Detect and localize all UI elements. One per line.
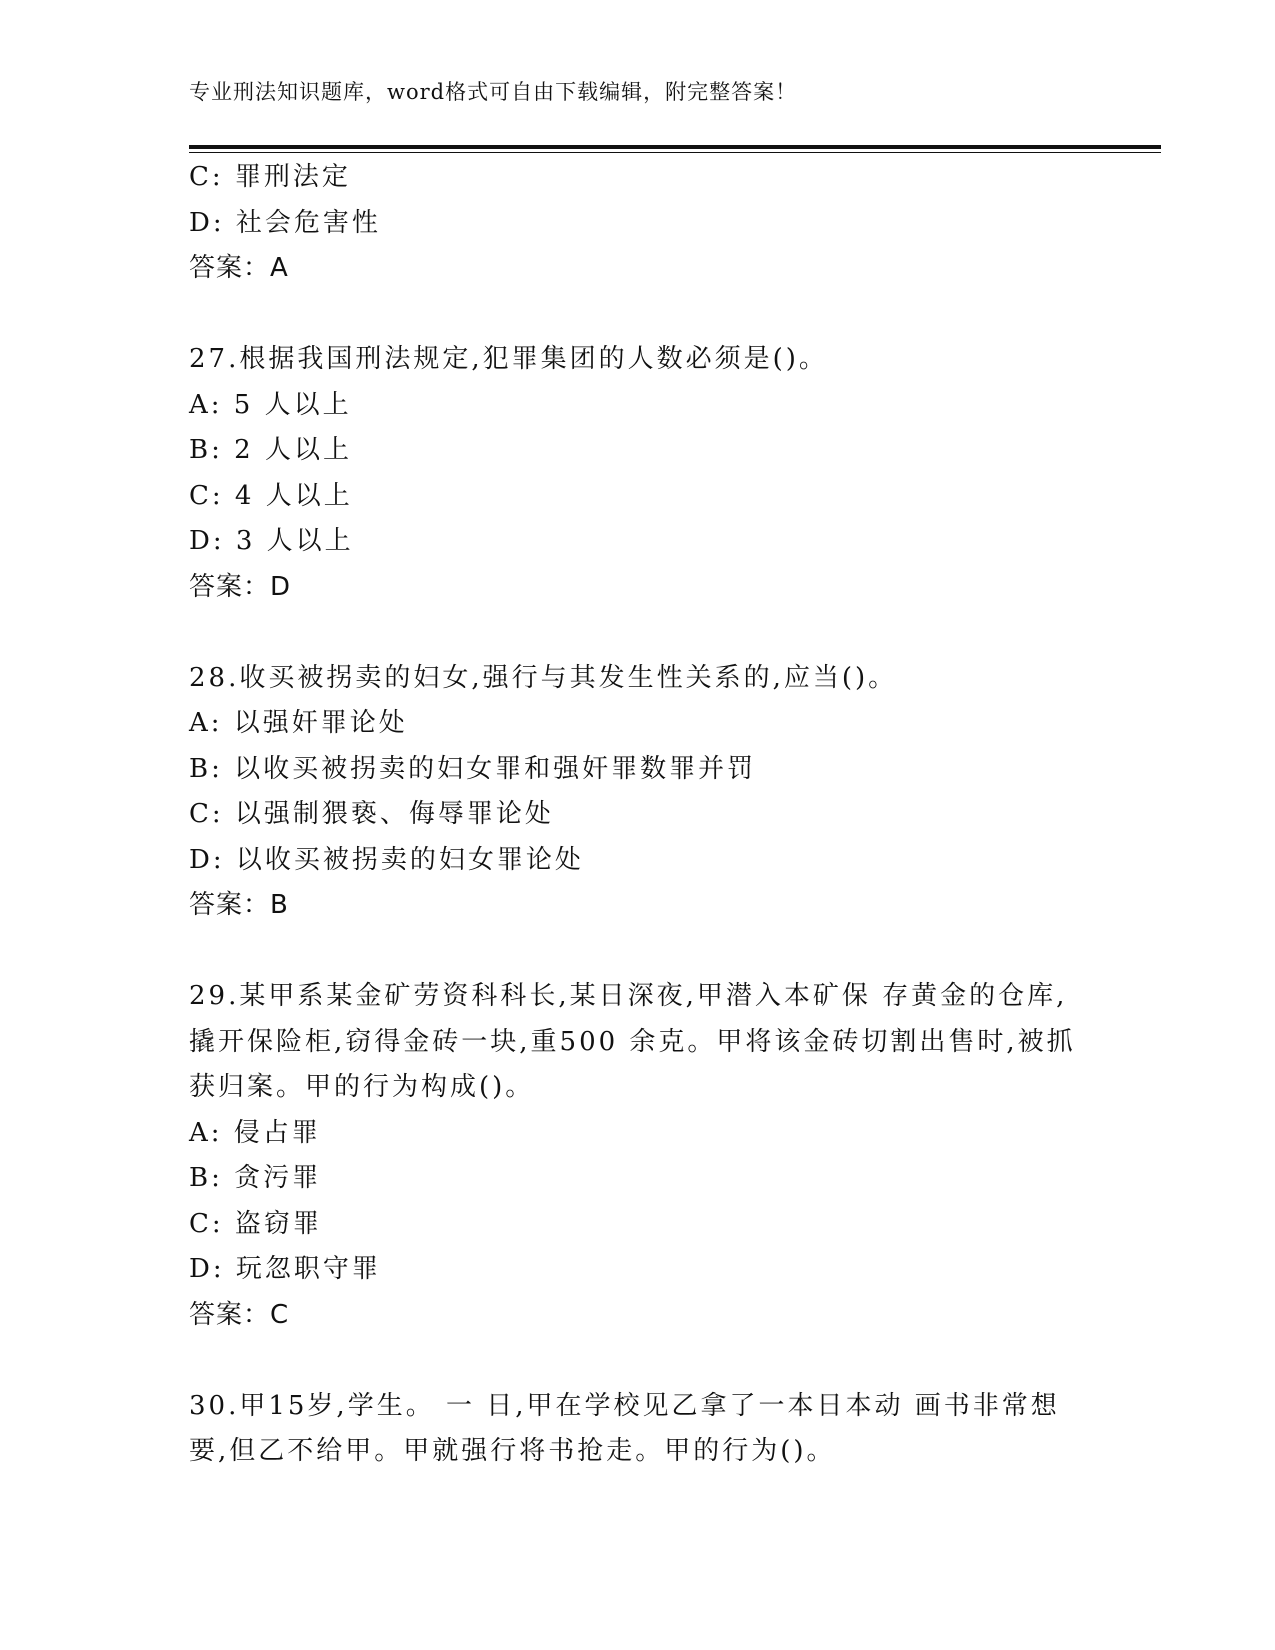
question-stem-line-1: 30.甲15岁,学生。 一 日,甲在学校见乙拿了一本日本动 画书非常想 [189, 1390, 1060, 1421]
option-a: A: 5 人以上 [189, 389, 352, 420]
question-stem-line-2: 撬开保险柜,窃得金砖一块,重500 余克。甲将该金砖切割出售时,被抓 [189, 1026, 1076, 1057]
question-stem-line-1: 29.某甲系某金矿劳资科科长,某日深夜,甲潜入本矿保 存黄金的仓库, [189, 981, 1068, 1011]
option-a: A: 侵占罪 [189, 1117, 321, 1148]
answer-line: 答案：B [189, 890, 289, 920]
option-d: D: 3 人以上 [189, 526, 354, 556]
header-rule-thick [189, 145, 1161, 149]
option-c: C: 盗窃罪 [189, 1208, 322, 1239]
question-30 [189, 1384, 1119, 1475]
option-b: B: 以收买被拐卖的妇女罪和强奸罪数罪并罚 [189, 753, 757, 784]
header-rule-thin [189, 152, 1161, 153]
question-stem: 27.根据我国刑法规定,犯罪集团的人数必须是()。 [189, 344, 828, 374]
option-d: D: 社会危害性 [189, 207, 381, 238]
question-content [189, 155, 1119, 1475]
question-27 [189, 337, 1119, 610]
document-header: 专业刑法知识题库，word格式可自由下载编辑，附完整答案！ [189, 80, 798, 104]
question-26-tail [189, 155, 1119, 292]
option-b: B: 贪污罪 [189, 1163, 322, 1193]
answer-line: 答案：D [189, 571, 292, 602]
option-d: D: 以收买被拐卖的妇女罪论处 [189, 844, 584, 875]
question-29 [189, 974, 1119, 1338]
option-c: C: 以强制猥亵、侮辱罪论处 [189, 799, 554, 829]
option-c: C: 罪刑法定 [189, 162, 351, 192]
question-stem-line-3: 获归案。甲的行为构成()。 [189, 1072, 535, 1102]
answer-line: 答案：A [189, 253, 289, 283]
question-stem: 28.收买被拐卖的妇女,强行与其发生性关系的,应当()。 [189, 662, 898, 693]
option-c: C: 4 人以上 [189, 480, 353, 511]
option-b: B: 2 人以上 [189, 435, 352, 465]
option-d: D: 玩忽职守罪 [189, 1254, 381, 1284]
question-28 [189, 656, 1119, 929]
answer-line: 答案：C [189, 1299, 290, 1330]
question-stem-line-2: 要,但乙不给甲。甲就强行将书抢走。甲的行为()。 [189, 1436, 836, 1466]
option-a: A: 以强奸罪论处 [189, 708, 408, 738]
